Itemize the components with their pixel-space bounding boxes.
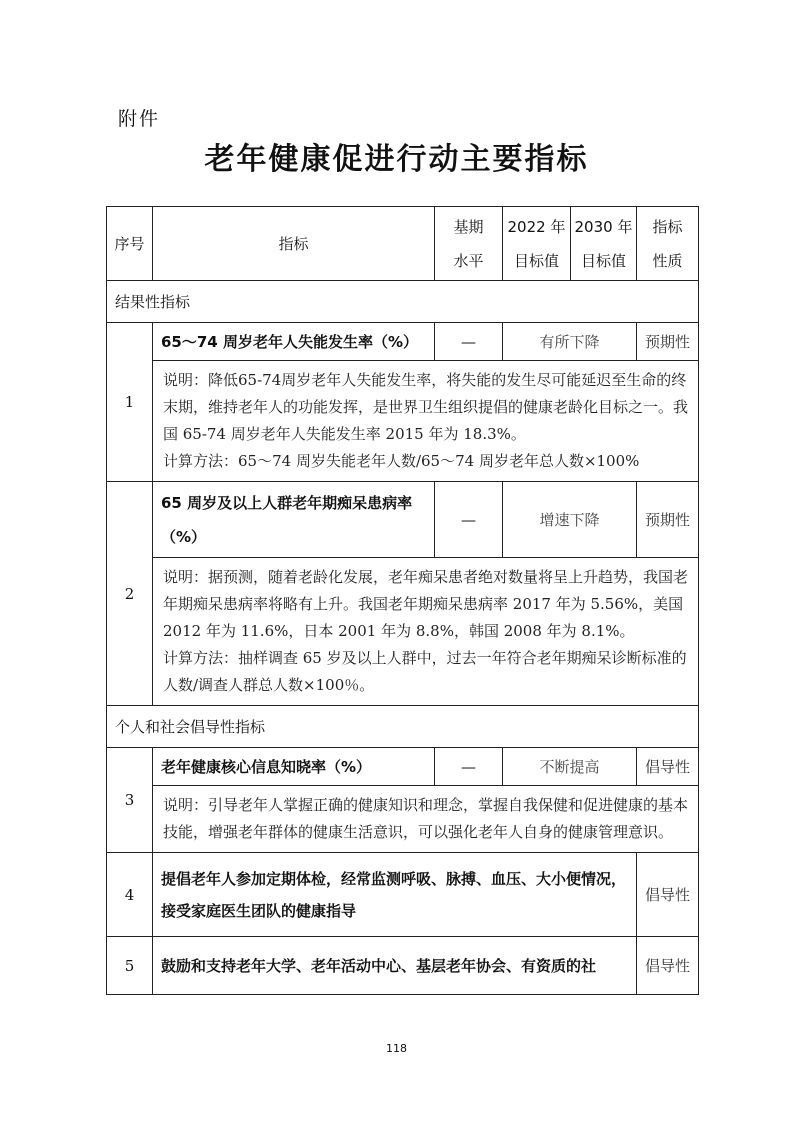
header-target-2030-line1: 2030 年 (574, 217, 633, 236)
indicator-description (153, 361, 699, 482)
target-value: 有所下降 (503, 323, 637, 361)
row-number: 5 (107, 937, 153, 995)
table-header-row (107, 207, 699, 281)
calculation-method: 计算方法：抽样调查 65 岁及以上人群中，过去一年符合老年期痴呆诊断标准的人数/调查人群总人数×100％。 (163, 649, 687, 694)
advocacy-text: 鼓励和支持老年大学、老年活动中心、基层老年协会、有资质的社 (153, 937, 637, 995)
row-number: 2 (107, 482, 153, 706)
baseline-value: — (435, 482, 503, 558)
header-baseline (435, 207, 503, 281)
section-row-advocacy (107, 706, 699, 748)
row-number: 4 (107, 853, 153, 937)
section-outcome-label: 结果性指标 (107, 281, 699, 323)
indicator-name: 65 周岁及以上人群老年期痴呆患病率（%） (153, 482, 435, 558)
row-number: 1 (107, 323, 153, 482)
target-value: 增速下降 (503, 482, 637, 558)
table-row (107, 748, 699, 786)
table-row-description (107, 558, 699, 706)
section-advocacy-label: 个人和社会倡导性指标 (107, 706, 699, 748)
indicator-description (153, 558, 699, 706)
header-nature-line2: 性质 (652, 251, 683, 270)
baseline-value: — (435, 748, 503, 786)
page-number: 118 (386, 1042, 407, 1055)
header-target-2030-line2: 目标值 (580, 251, 626, 270)
description-text: 说明：引导老年人掌握正确的健康知识和理念，掌握自我保健和促进健康的基本技能，增强老年群体的健康生活意识，可以强化老年人自身的健康管理意识。 (163, 796, 689, 841)
description-text: 说明：据预测，随着老龄化发展，老年痴呆患者绝对数量将呈上升趋势，我国老年期痴呆患病率将略有上升。我国老年期痴呆患病率 2017 年为 5.56%，美国 2012 年为 11.6%，日本 2001 年为 8.8%，韩国 2008 年为 8.1%。 (163, 568, 689, 640)
indicator-nature: 倡导性 (637, 937, 699, 995)
header-target-2022-line1: 2022 年 (507, 217, 566, 236)
indicator-name: 老年健康核心信息知晓率（%） (153, 748, 435, 786)
header-target-2022-line2: 目标值 (513, 251, 559, 270)
table-row-description (107, 786, 699, 853)
row-number: 3 (107, 748, 153, 853)
table-row (107, 937, 699, 995)
baseline-value: — (435, 323, 503, 361)
indicator-nature: 倡导性 (637, 748, 699, 786)
indicator-description (153, 786, 699, 853)
header-nature-line1: 指标 (652, 217, 683, 236)
target-value: 不断提高 (503, 748, 637, 786)
header-target-2030 (571, 207, 637, 281)
header-baseline-line2: 水平 (453, 251, 484, 270)
section-row-outcome (107, 281, 699, 323)
indicator-table (106, 206, 699, 995)
header-target-2022 (503, 207, 571, 281)
header-indicator: 指标 (153, 207, 435, 281)
indicator-nature: 倡导性 (637, 853, 699, 937)
table-row (107, 323, 699, 361)
header-baseline-line1: 基期 (453, 217, 484, 236)
table-row (107, 853, 699, 937)
header-nature (637, 207, 699, 281)
indicator-name: 65～74 周岁老年人失能发生率（%） (153, 323, 435, 361)
attachment-label: 附件 (118, 108, 161, 130)
table-row-description (107, 361, 699, 482)
page-title: 老年健康促进行动主要指标 (204, 142, 589, 177)
calculation-method: 计算方法：65～74 周岁失能老年人数/65～74 周岁老年总人数×100% (163, 452, 640, 470)
table-row (107, 482, 699, 558)
description-text: 说明：降低65-74周岁老年人失能发生率，将失能的发生尽可能延迟至生命的终末期，维持老年人的功能发挥，是世界卫生组织提倡的健康老龄化目标之一。我国 65-74 周岁老年人失能发生率 2015 年为 18.3%。 (163, 371, 689, 443)
header-seq: 序号 (107, 207, 153, 281)
indicator-nature: 预期性 (637, 482, 699, 558)
indicator-nature: 预期性 (637, 323, 699, 361)
advocacy-text: 提倡老年人参加定期体检，经常监测呼吸、脉搏、血压、大小便情况，接受家庭医生团队的健康指导 (153, 853, 637, 937)
